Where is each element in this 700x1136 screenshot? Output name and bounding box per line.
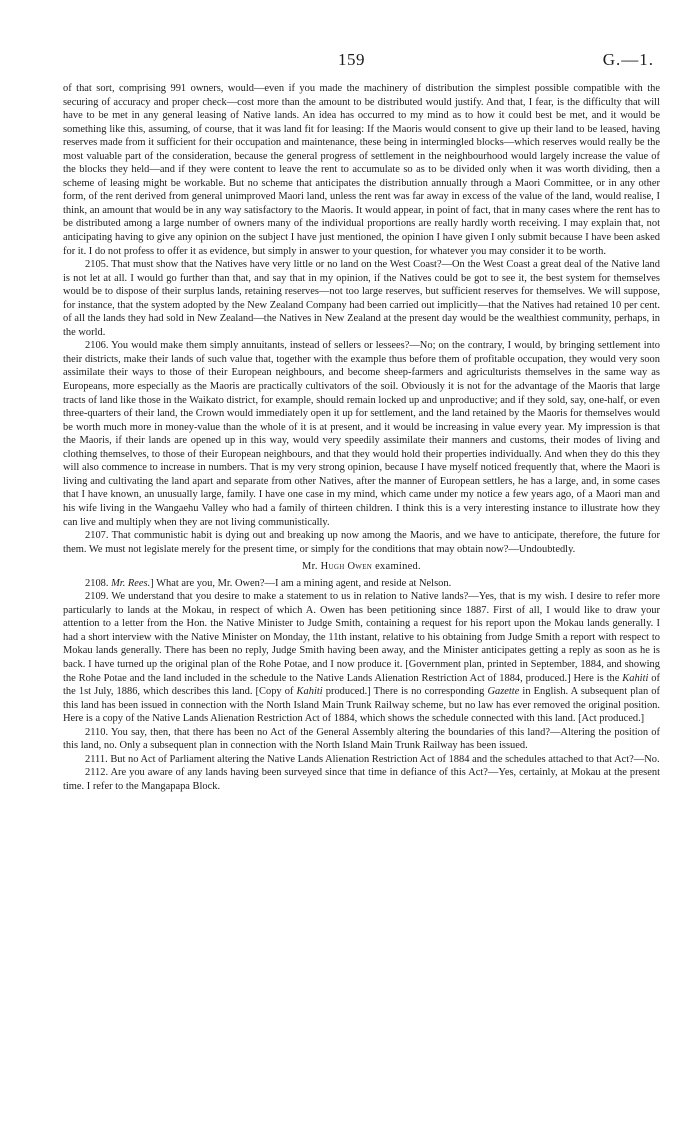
heading-prefix: Mr. bbox=[302, 561, 321, 573]
heading-suffix: examined. bbox=[372, 561, 421, 573]
continuation-paragraph: of that sort, comprising 991 owners, would—even if you made the machinery of distribution the simplest possible compatible with the securing of accuracy and proper check—cost more than the amount to be distributed would justify. And that, I fear, is the difficulty that will have to be met in any general leasing of Native lands. An idea has occurred to my mind as to how it could best be met, and it would be something like this, assuming, of course, that it was land fit for leasing: If the Maoris would consent to give up their land to be leased, having reserves made from it sufficient for their occupation and maintenance, these being in intermingled blocks—which reserves would really be the most valuable part of the consideration, because the general progress of settlement in the neighbourhood would largely increase the value of the blocks they held—and if they were content to leave the rent to accumulate so as to be divided only when it was worth dividing, then a scheme of leasing might be workable. But no scheme that anticipates the distribution annually through a Maori Committee, or in any other form, of the rent derived from general unimproved Maori land, unless the rent was far away in excess of the value of the land, would realise, I think, an amount that would be in any way satisfactory to the Maoris. It would appear, in point of fact, that in many cases where the rent has to be distributed among a large number of owners many of the individual proportions are really hardly worth receiving. I may explain that, not anticipating having to give any opinion on the subject I have just mentioned, the opinion I have given I only submit because I have been asked for it. I do not profess to offer it as evidence, but simply in answer to your question, for whatever you may consider it to be worth. bbox=[63, 83, 660, 257]
paragraph-2106: 2106. You would make them simply annuitants, instead of sellers or lessees?—No; on the contrary, I would, by bringing settlement into their districts, make their lands of such value that, together with the example thus before them of profitable occupation, they would very soon assimilate their ways to those of their European neighbours, and become sheep-farmers and agriculturists themselves in the same way as Europeans, more especially as the Maoris are practically cultivators of the soil. Obviously it is not for the advantage of the Maoris that large tracts of land like those in the Waikato district, for example, should remain locked up and unproductive; and if they sold, say, one-half, or even three-quarters of their land, the Crown would immediately open it up for settlement, and the land retained by the Maoris for themselves would be worth much more in money-value than the whole of it is at present, and it would be increasing in value every year. My impression is that the Maoris, if their lands are opened up in this way, would very speedily assimilate their manners and customs, their modes of living and clothing themselves, to those of their European neighbours, and that they would hold their properties individually. And when they do this they will also commence to increase in numbers. That is my very strong opinion, because I have myself noticed frequently that, where the Maori is living and cultivating the land apart and separate from other Natives, after the manner of European settlers, he has a large, and, in some cases that I have known, an unusually large, family. I have one case in my mind, which came under my notice a few years ago, of a Maori man and his wife living in the Wangaehu Valley who had a family of thirteen children. I think this is a very interesting instance to illustrate how they can live and multiply when they are not living communistically. bbox=[63, 340, 660, 528]
question-number: 2108. bbox=[85, 577, 109, 589]
paragraph-2109-part-a: 2109. We understand that you desire to make a statement to us in relation to Native lands?—Yes, that is my wish. I desire to refer more particularly to lands at the Mokau, in respect of which A. Owen has been petitioning since 1887. First of all, I would like to draw your attention to a letter from the Hon. the Native Minister to Judge Smith, containing a request for his report upon the Mokau lands generally. I had a short interview with the Native Minister on Monday, the 11th instant, relative to his obtaining from Judge Smith a report with respect to Mokau lands generally. There has been no reply, Judge Smith having been away, and the Minister anticipates getting a reply as soon as he is back. I have turned up the original plan of the Rohe Potae, and I now produce it. [Government plan, printed in September, 1884, and showing the Rohe Potae and the land included in the schedule to the Native Lands Alienation Restriction Act of 1884, produced.] Here is the bbox=[63, 591, 660, 684]
speaker-name: Mr. Rees. bbox=[111, 577, 151, 589]
paragraph-2108-text: ] What are you, Mr. Owen?—I am a mining agent, and reside at Nelson. bbox=[150, 577, 452, 589]
page-number: 159 bbox=[338, 50, 365, 69]
paragraph-2109 bbox=[63, 590, 660, 725]
witness-name: Hugh Owen bbox=[320, 561, 373, 573]
paragraph-2112: 2112. Are you aware of any lands having been surveyed since that time in defiance of this Act?—Yes, certainly, at Mokau at the present time. I refer to the Mangapapa Block. bbox=[63, 767, 660, 792]
page-header bbox=[0, 50, 700, 74]
document-reference: G.—1. bbox=[602, 50, 654, 69]
paragraph-2105: 2105. That must show that the Natives have very little or no land on the West Coast?—On the West Coast a great deal of the Native land is not let at all. I would go further than that, and say that in my opinion, if the Natives could be got to see it, the best system for themselves would be to dispose of their surplus lands, retaining reserves—not too large reserves, but sufficient reserves for themselves. We will suppose, for instance, that the system adopted by the New Zealand Company had been carried out implicitly—that the Natives had retained 10 per cent. of all the lands they had sold in New Zealand—the Natives in New Zealand at the present day would be the wealthiest community, perhaps, in the world. bbox=[63, 259, 660, 338]
paragraph-2108 bbox=[63, 577, 660, 591]
paragraph-2109-part-c: produced.] There is no corresponding bbox=[322, 686, 488, 698]
section-heading bbox=[63, 560, 660, 574]
paragraph-2107: 2107. That communistic habit is dying out and breaking up now among the Maoris, and we have to anticipate, therefore, the future for them. We must not legislate merely for the present time, or simply for the conditions that may obtain now?—Undoubtedly. bbox=[63, 530, 660, 555]
paragraph-2111: 2111. But no Act of Parliament altering the Native Lands Alienation Restriction Act of 1884 and the schedules attached to that Act?—No. bbox=[85, 753, 660, 765]
kahiti-title-2: Kahiti bbox=[296, 686, 323, 698]
paragraph-2110: 2110. You say, then, that there has been no Act of the General Assembly altering the boundaries of this land?—Altering the position of this land, no. Only a subsequent plan in connection with the North Island Main Trunk Railway has been issued. bbox=[63, 726, 660, 752]
page-body bbox=[63, 82, 660, 793]
paragraph-2109-part-b: of the 1st July, 1886, which describes this land. [Copy of bbox=[63, 672, 660, 698]
gazette-title: Gazette bbox=[487, 686, 520, 698]
paragraph-2109-part-d: in English. A subsequent plan of this land has been issued in connection with the North Island Main Trunk Railway scheme, but no law has ever removed the original position. Here is a copy of the Native Lands Alienation Restriction Act of 1884, which shows the schedule connected with this land. [Act produced.] bbox=[63, 686, 660, 725]
kahiti-title-1: Kahiti bbox=[622, 672, 649, 684]
